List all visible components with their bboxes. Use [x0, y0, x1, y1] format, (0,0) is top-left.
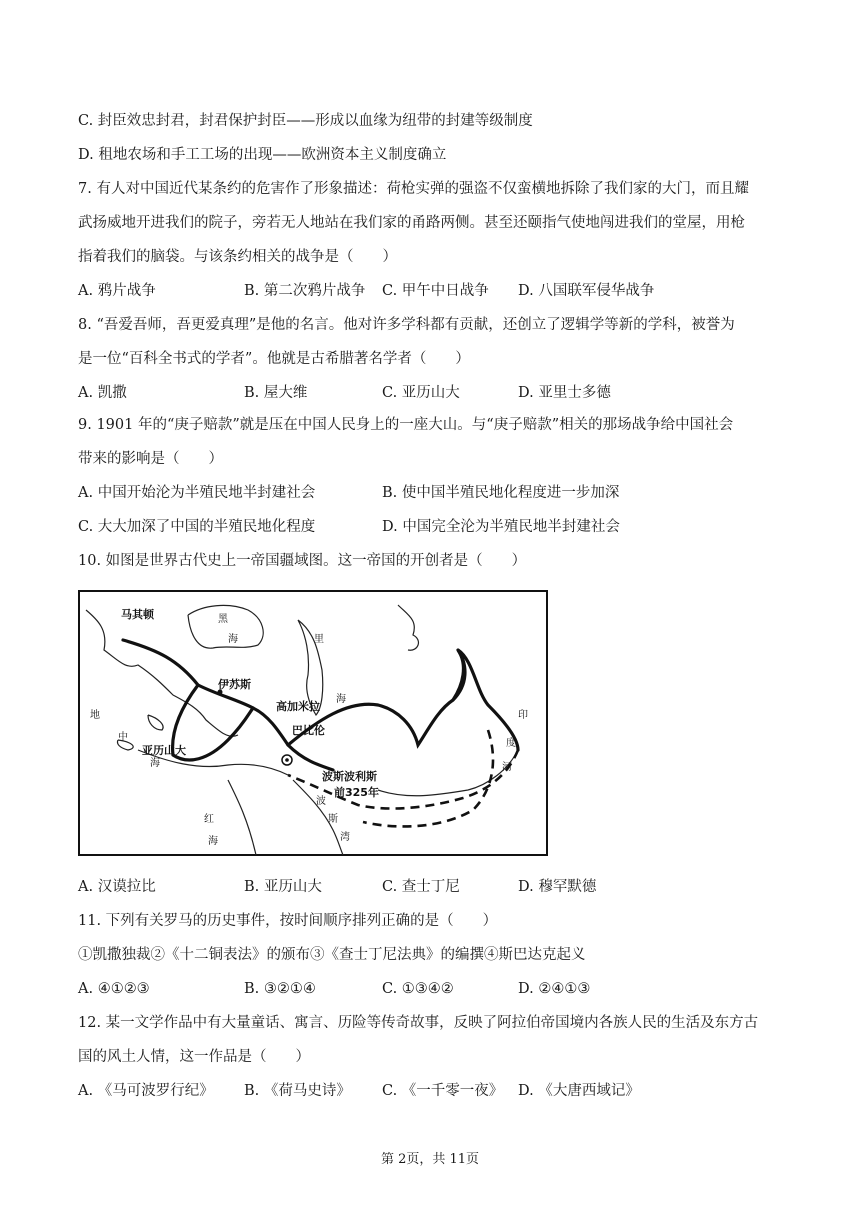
map-label-alexandria: 亚历山大 — [142, 744, 186, 757]
question-7-option-d[interactable]: D. 八国联军侵华战争 — [518, 283, 655, 299]
question-12-stem: 12. 某一文学作品中有大量童话、寓言、历险等传奇故事，反映了阿拉伯帝国境内各族人民的生活及东方古 — [78, 1015, 759, 1031]
question-11-option-c[interactable]: C. ①③④② — [382, 981, 454, 997]
map-label: 地 — [90, 710, 100, 721]
option-c-line: C. 封臣效忠封君，封君保护封臣——形成以血缘为纽带的封建等级制度 — [78, 113, 533, 129]
question-7-stem: 7. 有人对中国近代某条约的危害作了形象描述：荷枪实弹的强盗不仅蛮横地拆除了我们家的大门，而且耀 — [78, 181, 749, 197]
map-label: 印 — [518, 710, 528, 721]
question-10-option-a[interactable]: A. 汉谟拉比 — [78, 879, 156, 895]
question-12-option-d[interactable]: D. 《大唐西域记》 — [518, 1083, 640, 1099]
question-8-option-b[interactable]: B. 屋大维 — [244, 385, 308, 401]
question-11-stem: 11. 下列有关罗马的历史事件，按时间顺序排列正确的是（ ） — [78, 913, 498, 929]
map-label: 中 — [118, 732, 128, 743]
question-9-stem: 带来的影响是（ ） — [78, 451, 223, 467]
map-label: 红 — [204, 814, 214, 825]
question-11-events: ①凯撒独裁②《十二铜表法》的颁布③《查士丁尼法典》的编撰④斯巴达克起义 — [78, 947, 586, 963]
option-d-line: D. 租地农场和手工工场的出现——欧洲资本主义制度确立 — [78, 147, 447, 163]
question-8-option-d[interactable]: D. 亚里士多德 — [518, 385, 611, 401]
question-9-option-a[interactable]: A. 中国开始沦为半殖民地半封建社会 — [78, 485, 316, 501]
page-footer: 第 2页，共 11页 — [380, 1152, 480, 1167]
question-11-option-a[interactable]: A. ④①②③ — [78, 981, 150, 997]
question-8-option-a[interactable]: A. 凯撒 — [78, 385, 127, 401]
question-11-option-b[interactable]: B. ③②①④ — [244, 981, 316, 997]
question-12-option-b[interactable]: B. 《荷马史诗》 — [244, 1083, 351, 1099]
question-9-option-c[interactable]: C. 大大加深了中国的半殖民地化程度 — [78, 519, 316, 535]
map-label: 海 — [208, 836, 218, 847]
map-label-babylon: 巴比伦 — [292, 724, 325, 737]
question-10-option-b[interactable]: B. 亚历山大 — [244, 879, 322, 895]
map-label: 海 — [336, 694, 346, 705]
map-label: 黑 — [218, 614, 228, 625]
map-label: 河 — [502, 762, 512, 773]
question-12-stem: 国的风土人情，这一作品是（ ） — [78, 1049, 310, 1065]
map-label: 波 — [316, 796, 326, 807]
map-label-gaugamela: 高加米拉 — [276, 700, 320, 713]
map-label: 湾 — [340, 832, 350, 843]
question-9-option-d[interactable]: D. 中国完全沦为半殖民地半封建社会 — [382, 519, 620, 535]
map-label-macedonia: 马其顿 — [121, 608, 154, 621]
question-7-option-a[interactable]: A. 鸦片战争 — [78, 283, 156, 299]
map-label: 里 — [314, 634, 324, 645]
map-label-325bc: 前325年 — [334, 786, 379, 799]
map-label: 斯 — [328, 814, 338, 825]
map-label: 度 — [506, 738, 516, 749]
question-7-stem: 武扬威地开进我们的院子，旁若无人地站在我们家的甬路两侧。甚至还颐指气使地闯进我们的堂屋，用枪 — [78, 215, 745, 231]
map-label: 海 — [150, 758, 160, 769]
map-label: 海 — [228, 634, 238, 645]
question-8-stem: 是一位“百科全书式的学者”。他就是古希腊著名学者（ ） — [78, 351, 470, 367]
map-frame — [79, 591, 547, 855]
map-label-persepolis: 波斯波利斯 — [322, 770, 377, 783]
question-10-stem: 10. 如图是世界古代史上一帝国疆域图。这一帝国的开创者是（ ） — [78, 553, 527, 569]
question-10-option-c[interactable]: C. 查士丁尼 — [382, 879, 460, 895]
question-8-option-c[interactable]: C. 亚历山大 — [382, 385, 460, 401]
question-7-option-c[interactable]: C. 甲午中日战争 — [382, 283, 489, 299]
question-9-option-b[interactable]: B. 使中国半殖民地化程度进一步加深 — [382, 485, 620, 501]
question-9-stem: 9. 1901 年的“庚子赔款”就是压在中国人民身上的一座大山。与“庚子赔款”相关的那场战争给中国社会 — [78, 417, 734, 433]
question-12-option-a[interactable]: A. 《马可波罗行纪》 — [78, 1083, 214, 1099]
question-7-stem: 指着我们的脑袋。与该条约相关的战争是（ ） — [78, 249, 397, 265]
question-7-option-b[interactable]: B. 第二次鸦片战争 — [244, 283, 366, 299]
question-11-option-d[interactable]: D. ②④①③ — [518, 981, 591, 997]
map-label-issus: 伊苏斯 — [218, 678, 251, 691]
empire-map — [78, 590, 548, 856]
question-8-stem: 8. “吾爱吾师，吾更爱真理”是他的名言。他对许多学科都有贡献，还创立了逻辑学等新的学科，被誉为 — [78, 317, 735, 333]
question-10-option-d[interactable]: D. 穆罕默德 — [518, 879, 597, 895]
question-12-option-c[interactable]: C. 《一千零一夜》 — [382, 1083, 504, 1099]
